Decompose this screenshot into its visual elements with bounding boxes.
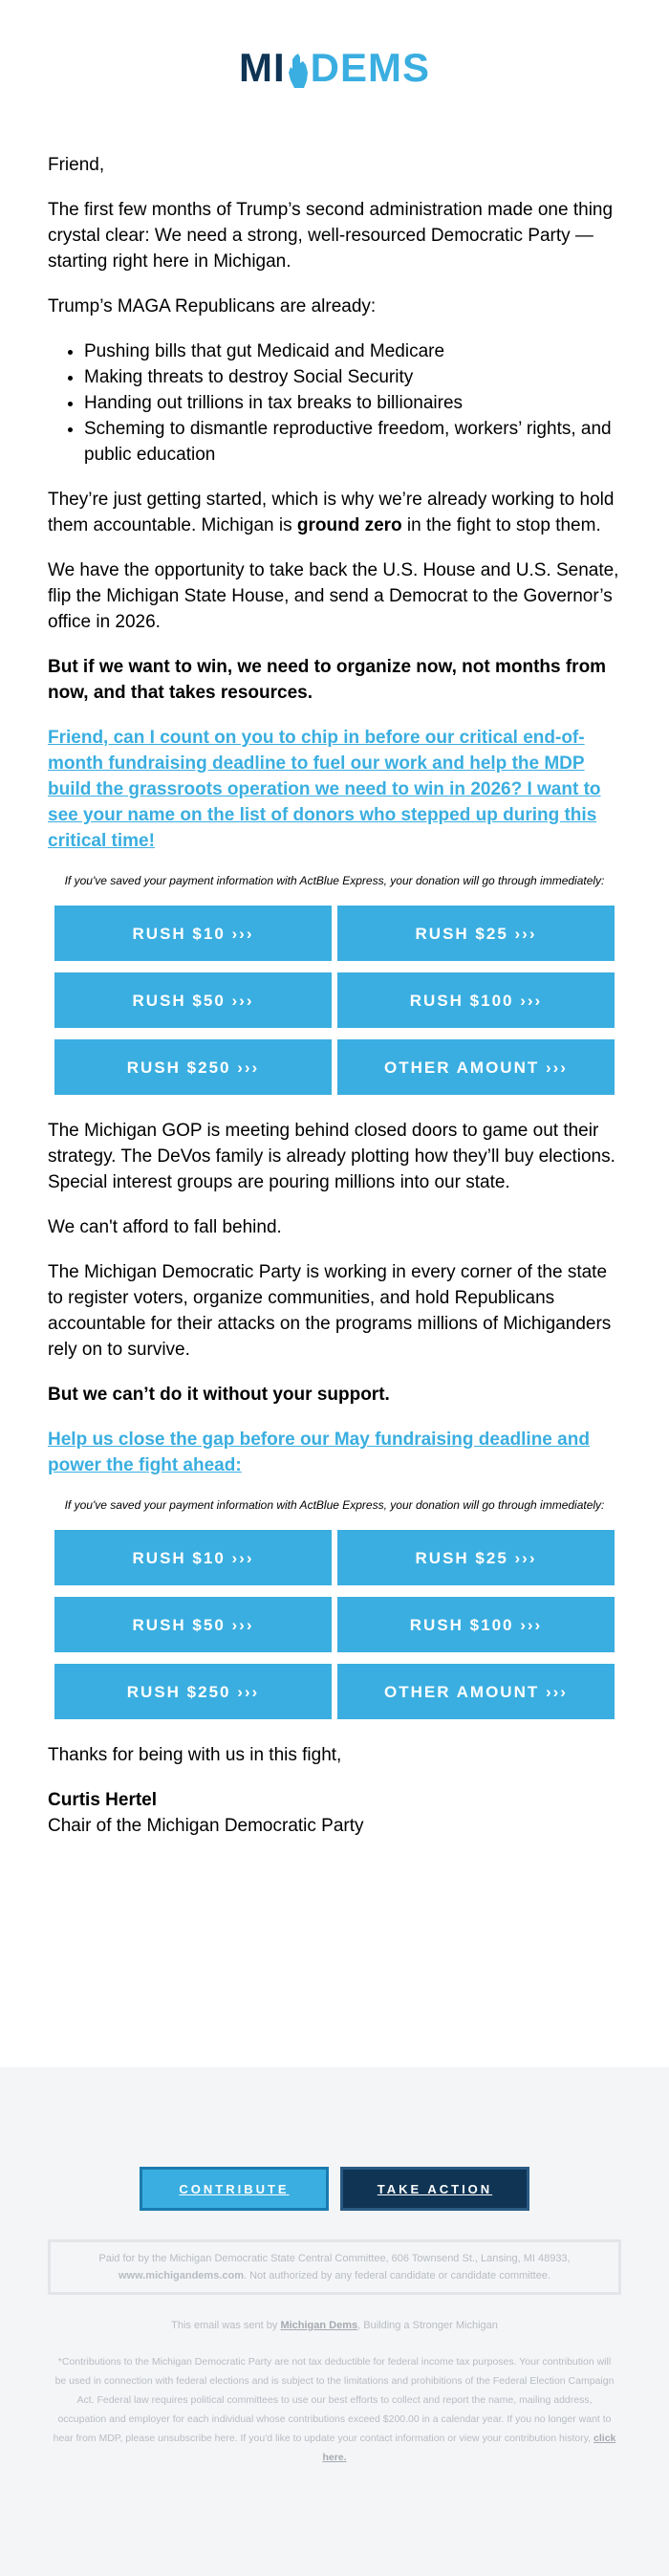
legal-disclaimer: *Contributions to the Michigan Democratic Party are not tax deductible for federal income tax purposes. Your contribution will be used in connection with federal elections and is subject to the limitations and prohibitions of the Federal Election Campaign Act. Federal law requires political committees to use our best efforts to collect and report the name, mailing address, occupation and employer for each individual whose contributions exceed $200.00 in a calendar year. If you no longer want to hear from MDP, please unsubscribe here. If you'd like to update your contact information or view your contribution history, click here. (53, 2356, 616, 2463)
paragraph-support: But we can’t do it without your support. (48, 1385, 390, 1405)
paragraph-mdp-work: The Michigan Democratic Party is working in every corner of the state to register voters, organize communities, and hold Republicans accountable for their attacks on the programs millions of Michiganders rely on to survive. (48, 1262, 612, 1360)
donate-link-1[interactable]: Friend, can I count on you to chip in before our critical end-of-month fundraising deadline to fuel our work and help the MDP build the grassroots operation we need to win in 2026? I want to see your name on the list of donors who stepped up during this critical time! (48, 728, 601, 851)
rush-25-button[interactable]: RUSH $25 ››› (337, 1530, 615, 1585)
logo-dems-text: DEMS (310, 45, 430, 90)
paragraph-ground-zero: They’re just getting started, which is why we’re already working to hold them accountable. Michigan is ground zero in the fight to stop them. (48, 490, 615, 535)
donate-link-paragraph-2 (48, 1427, 621, 1478)
paragraph-opportunity: We have the opportunity to take back the U.S. House and U.S. Senate, flip the Michigan State House, and send a Democrat to the Governor’s office in 2026. (48, 560, 619, 632)
rush-100-button[interactable]: RUSH $100 ››› (337, 1597, 615, 1652)
list-item: • Scheming to dismantle reproductive freedom, workers’ rights, and public education (84, 416, 621, 468)
greeting: Friend, (48, 155, 105, 175)
rush-50-button[interactable]: RUSH $50 ››› (54, 1597, 332, 1652)
rush-250-button[interactable]: RUSH $250 ››› (54, 1039, 332, 1095)
rush-250-button[interactable]: RUSH $250 ››› (54, 1664, 332, 1719)
sent-by-line: This email was sent by Michigan Dems, Building a Stronger Michigan (171, 2320, 498, 2331)
list-item: • Pushing bills that gut Medicaid and Medicare (84, 338, 621, 364)
michigan-dems-link[interactable]: Michigan Dems (280, 2320, 358, 2331)
mi-dems-logo[interactable] (0, 45, 669, 120)
other-amount-button[interactable]: OTHER AMOUNT ››› (337, 1664, 615, 1719)
contribute-button[interactable]: CONTRIBUTE (140, 2167, 329, 2211)
email-footer (0, 2067, 669, 2576)
paragraph-gop: The Michigan GOP is meeting behind closed doors to game out their strategy. The DeVos family is already plotting how they’ll buy elections. Special interest groups are pouring millions into our state. (48, 1121, 615, 1192)
donate-button-grid-1 (48, 906, 621, 1095)
closing-line: Thanks for being with us in this fight, (48, 1745, 342, 1765)
rush-10-button[interactable]: RUSH $10 ››› (54, 1530, 332, 1585)
website-text: www.michigandems.com (118, 2270, 244, 2281)
rush-10-button[interactable]: RUSH $10 ››› (54, 906, 332, 961)
actblue-note-1: If you've saved your payment information with ActBlue Express, your donation will go through immediately: (64, 874, 605, 887)
actblue-note-2: If you've saved your payment information with ActBlue Express, your donation will go through immediately: (64, 1498, 605, 1512)
rush-50-button[interactable]: RUSH $50 ››› (54, 972, 332, 1028)
michigan-mitten-icon (287, 52, 310, 88)
maga-bullet-list (84, 338, 621, 468)
signature-name: Curtis Hertel (48, 1790, 158, 1810)
other-amount-button[interactable]: OTHER AMOUNT ››› (337, 1039, 615, 1095)
paragraph-fall-behind: We can't afford to fall behind. (48, 1217, 282, 1237)
donate-link-paragraph-1 (48, 725, 621, 854)
paragraph-organize-now: But if we want to win, we need to organize now, not months from now, and that takes resources. (48, 657, 607, 703)
rush-25-button[interactable]: RUSH $25 ››› (337, 906, 615, 961)
signature-title: Chair of the Michigan Democratic Party (48, 1816, 364, 1836)
ground-zero-bold: ground zero (296, 515, 402, 535)
logo-mi-text: MI (238, 45, 286, 90)
donate-button-grid-2 (48, 1530, 621, 1719)
email-body (0, 120, 669, 1839)
footer-button-row (0, 2167, 669, 2211)
list-item: • Handing out trillions in tax breaks to billionaires (84, 390, 621, 416)
donate-link-2[interactable]: Help us close the gap before our May fundraising deadline and power the fight ahead: (48, 1430, 590, 1475)
paragraph-intro: The first few months of Trump’s second administration made one thing crystal clear: We need a strong, well-resourced Democratic Party — starting right here in Michigan. (48, 200, 614, 272)
paid-for-disclaimer: Paid for by the Michigan Democratic State Central Committee, 606 Townsend St., Lansing, MI 48933, www.michigandems.com. Not authorized by any federal candidate or candidate committee. (48, 2239, 621, 2295)
take-action-button[interactable]: TAKE ACTION (340, 2167, 529, 2211)
update-contact-link[interactable]: click here. (322, 2433, 616, 2463)
list-item: • Making threats to destroy Social Security (84, 364, 621, 390)
paragraph-maga: Trump’s MAGA Republicans are already: (48, 296, 377, 317)
rush-100-button[interactable]: RUSH $100 ››› (337, 972, 615, 1028)
